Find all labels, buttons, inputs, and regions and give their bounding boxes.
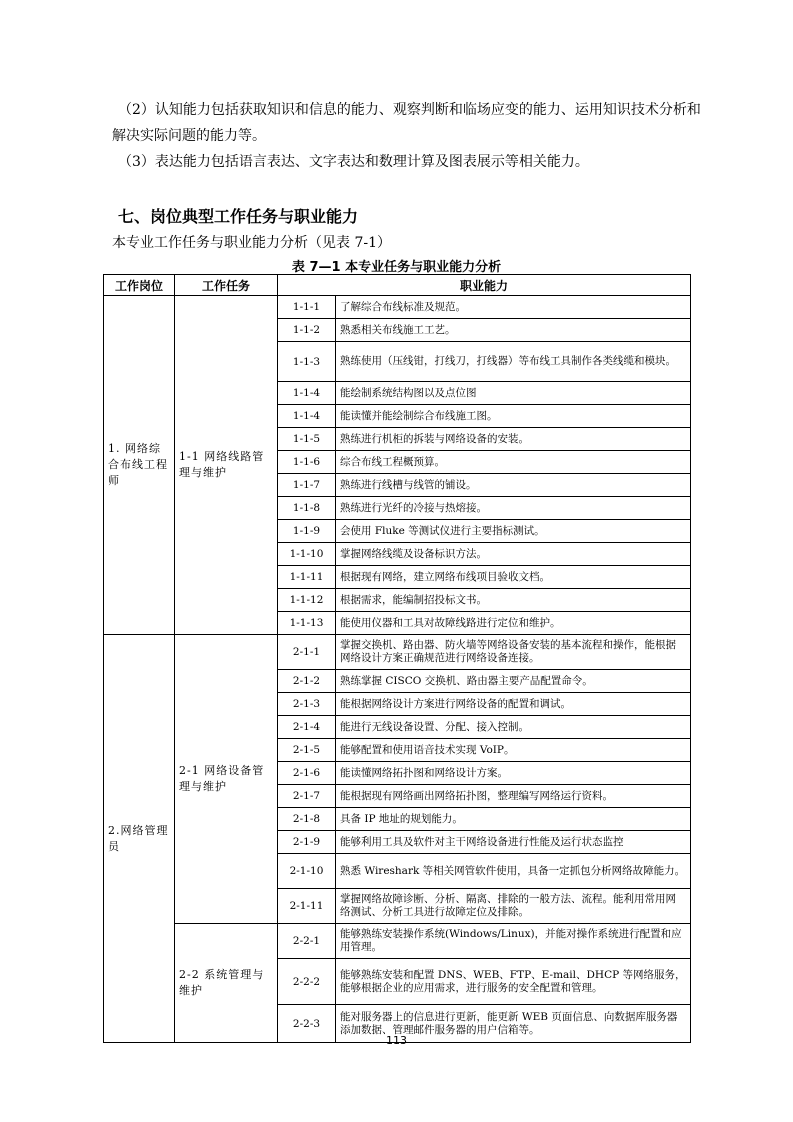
task-cell: 2-1 网络设备管理与维护 [175,635,278,924]
ability-code: 2-1-10 [278,854,336,889]
intro-text: 本专业工作任务与职业能力分析（见表 7-1） [112,235,391,251]
ability-text: 根据需求，能编制招投标文书。 [336,589,691,612]
table-body [104,296,691,1043]
ability-text: 能进行无线设备设置、分配、接入控制。 [336,716,691,739]
paragraph-expression: （3）表达能力包括语言表达、文字表达和数理计算及图表展示等相关能力。 [118,154,589,170]
ability-text: 熟悉 Wireshark 等相关网管软件使用，具备一定抓包分析网络故障能力。 [336,854,691,889]
page-number: 113 [386,1034,407,1047]
ability-text: 熟练进行线槽与线管的铺设。 [336,474,691,497]
table-row [104,635,691,670]
ability-code: 2-1-8 [278,808,336,831]
ability-code: 1-1-11 [278,566,336,589]
ability-code: 1-1-8 [278,497,336,520]
ability-text: 能够熟练安装和配置 DNS、WEB、FTP、E-mail、DHCP 等网络服务，能够根据企业的应用需求，进行服务的安全配置和管理。 [336,959,691,1005]
ability-code: 2-1-7 [278,785,336,808]
ability-code: 2-2-1 [278,924,336,959]
task-cell: 1-1 网络线路管理与维护 [175,296,278,635]
header-task: 工作任务 [175,275,278,296]
ability-code: 1-1-3 [278,342,336,382]
ability-text: 能够利用工具及软件对主干网络设备进行性能及运行状态监控 [336,831,691,854]
ability-text: 掌握网络故障诊断、分析、隔离、排除的一般方法、流程。能利用常用网络测试、分析工具进行故障定位及排除。 [336,889,691,924]
ability-text: 能读懂网络拓扑图和网络设计方案。 [336,762,691,785]
ability-code: 2-1-3 [278,693,336,716]
ability-text: 掌握交换机、路由器、防火墙等网络设备安装的基本流程和操作，能根据网络设计方案正确规范进行网络设备连接。 [336,635,691,670]
section-title: 七、岗位典型工作任务与职业能力 [118,207,359,226]
table-row [104,924,691,959]
ability-code: 1-1-4 [278,382,336,405]
ability-code: 2-2-2 [278,959,336,1005]
header-position: 工作岗位 [104,275,175,296]
ability-text: 熟练进行机柜的拆装与网络设备的安装。 [336,428,691,451]
paragraph-cognitive-line1: （2）认知能力包括获取知识和信息的能力、观察判断和临场应变的能力、运用知识技术分析和 [118,102,701,118]
ability-code: 2-1-9 [278,831,336,854]
ability-code: 1-1-1 [278,296,336,319]
ability-text: 了解综合布线标准及规范。 [336,296,691,319]
ability-text: 能绘制系统结构图以及点位图 [336,382,691,405]
ability-code: 2-1-5 [278,739,336,762]
table-header-row [104,275,691,296]
ability-code: 1-1-10 [278,543,336,566]
ability-code: 1-1-12 [278,589,336,612]
ability-code: 1-1-13 [278,612,336,635]
ability-text: 掌握网络线缆及设备标识方法。 [336,543,691,566]
ability-text: 能根据网络设计方案进行网络设备的配置和调试。 [336,693,691,716]
ability-text: 能够配置和使用语音技术实现 VoIP。 [336,739,691,762]
ability-text: 能读懂并能绘制综合布线施工图。 [336,405,691,428]
ability-code: 1-1-7 [278,474,336,497]
ability-text: 能根据现有网络画出网络拓扑图，整理编写网络运行资料。 [336,785,691,808]
ability-text: 会使用 Fluke 等测试仪进行主要指标测试。 [336,520,691,543]
position-cell: 2.网络管理员 [104,635,175,1043]
ability-text: 熟练掌握 CISCO 交换机、路由器主要产品配置命令。 [336,670,691,693]
ability-table [103,274,691,1043]
position-cell: 1. 网络综合布线工程师 [104,296,175,635]
table-row [104,296,691,319]
ability-text: 熟悉相关布线施工工艺。 [336,319,691,342]
ability-code: 1-1-4 [278,405,336,428]
ability-text: 综合布线工程概预算。 [336,451,691,474]
ability-code: 2-1-6 [278,762,336,785]
task-cell: 2-2 系统管理与维护 [175,924,278,1043]
ability-code: 2-1-1 [278,635,336,670]
ability-text: 熟练使用（压线钳，打线刀，打线器）等布线工具制作各类线缆和模块。 [336,342,691,382]
ability-text: 熟练进行光纤的冷接与热熔接。 [336,497,691,520]
header-ability: 职业能力 [278,275,691,296]
ability-code: 1-1-9 [278,520,336,543]
ability-code: 2-1-2 [278,670,336,693]
ability-code: 1-1-2 [278,319,336,342]
paragraph-cognitive-line2: 解决实际问题的能力等。 [112,128,266,144]
ability-code: 2-2-3 [278,1005,336,1043]
ability-text: 根据现有网络，建立网络布线项目验收文档。 [336,566,691,589]
ability-code: 2-1-4 [278,716,336,739]
ability-code: 2-1-11 [278,889,336,924]
ability-text: 能对服务器上的信息进行更新，能更新 WEB 页面信息、向数据库服务器添加数据、管理邮件服务器的用户信箱等。 [336,1005,691,1043]
ability-text: 具备 IP 地址的规划能力。 [336,808,691,831]
ability-code: 1-1-6 [278,451,336,474]
ability-text: 能使用仪器和工具对故障线路进行定位和维护。 [336,612,691,635]
ability-text: 能够熟练安装操作系统(Windows/Linux)，并能对操作系统进行配置和应用管理。 [336,924,691,959]
ability-code: 1-1-5 [278,428,336,451]
table-caption: 表 7—1 本专业任务与职业能力分析 [291,260,502,275]
